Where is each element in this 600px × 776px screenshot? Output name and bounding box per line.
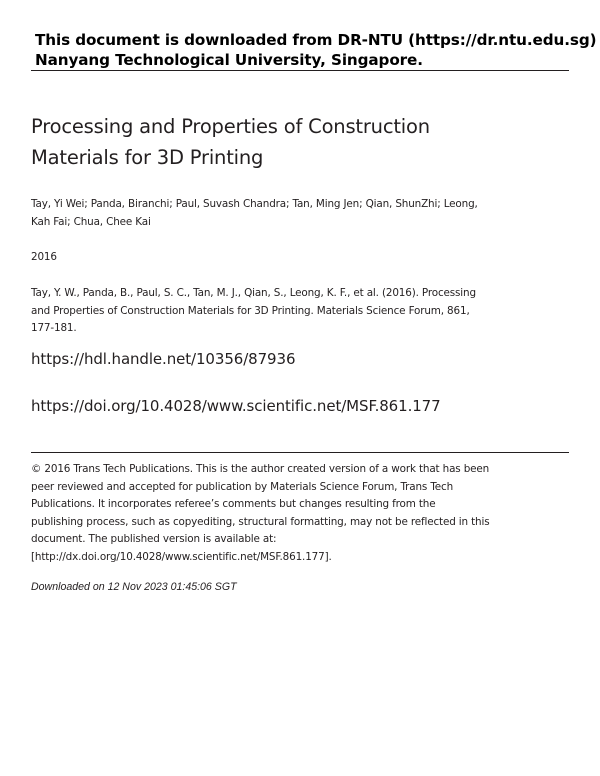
authors-line-2: Kah Fai; Chua, Chee Kai xyxy=(31,215,151,228)
header-source-line: This document is downloaded from DR-NTU (https://dr.ntu.edu.sg) xyxy=(35,31,597,49)
citation-line-1: Tay, Y. W., Panda, B., Paul, S. C., Tan, M. J., Qian, S., Leong, K. F., et al. (2016). Processing xyxy=(31,287,476,299)
copyright-line-4: publishing process, such as copyediting, structural formatting, may not be reflected in this xyxy=(31,515,490,528)
title-line-2: Materials for 3D Printing xyxy=(31,146,264,169)
header-divider xyxy=(31,70,569,71)
doi-link[interactable]: https://doi.org/10.4028/www.scientific.net/MSF.861.177 xyxy=(31,397,441,415)
handle-link[interactable]: https://hdl.handle.net/10356/87936 xyxy=(31,350,296,368)
repository-header xyxy=(35,30,597,70)
citation xyxy=(31,285,501,338)
section-divider xyxy=(31,452,569,453)
authors-line-1: Tay, Yi Wei; Panda, Biranchi; Paul, Suvash Chandra; Tan, Ming Jen; Qian, ShunZhi; Leong, xyxy=(31,198,478,210)
publication-year: 2016 xyxy=(31,251,57,263)
download-timestamp: Downloaded on 12 Nov 2023 01:45:06 SGT xyxy=(31,581,237,593)
title-line-1: Processing and Properties of Construction xyxy=(31,115,430,138)
copyright-line-2: peer reviewed and accepted for publication by Materials Science Forum, Trans Tech xyxy=(31,480,454,493)
author-list xyxy=(31,196,501,231)
copyright-line-5: document. The published version is available at: xyxy=(31,533,277,545)
citation-line-2: and Properties of Construction Materials for 3D Printing. Materials Science Forum, 861, xyxy=(31,304,470,317)
document-title xyxy=(31,111,551,173)
header-institution-line: Nanyang Technological University, Singapore. xyxy=(35,51,423,69)
copyright-line-6[interactable]: [http://dx.doi.org/10.4028/www.scientific.net/MSF.861.177]. xyxy=(31,550,332,563)
citation-line-3: 177-181. xyxy=(31,322,77,334)
copyright-notice xyxy=(31,461,501,566)
copyright-line-1: © 2016 Trans Tech Publications. This is the author created version of a work that has been xyxy=(31,463,490,475)
copyright-line-3: Publications. It incorporates referee’s comments but changes resulting from the xyxy=(31,498,436,510)
